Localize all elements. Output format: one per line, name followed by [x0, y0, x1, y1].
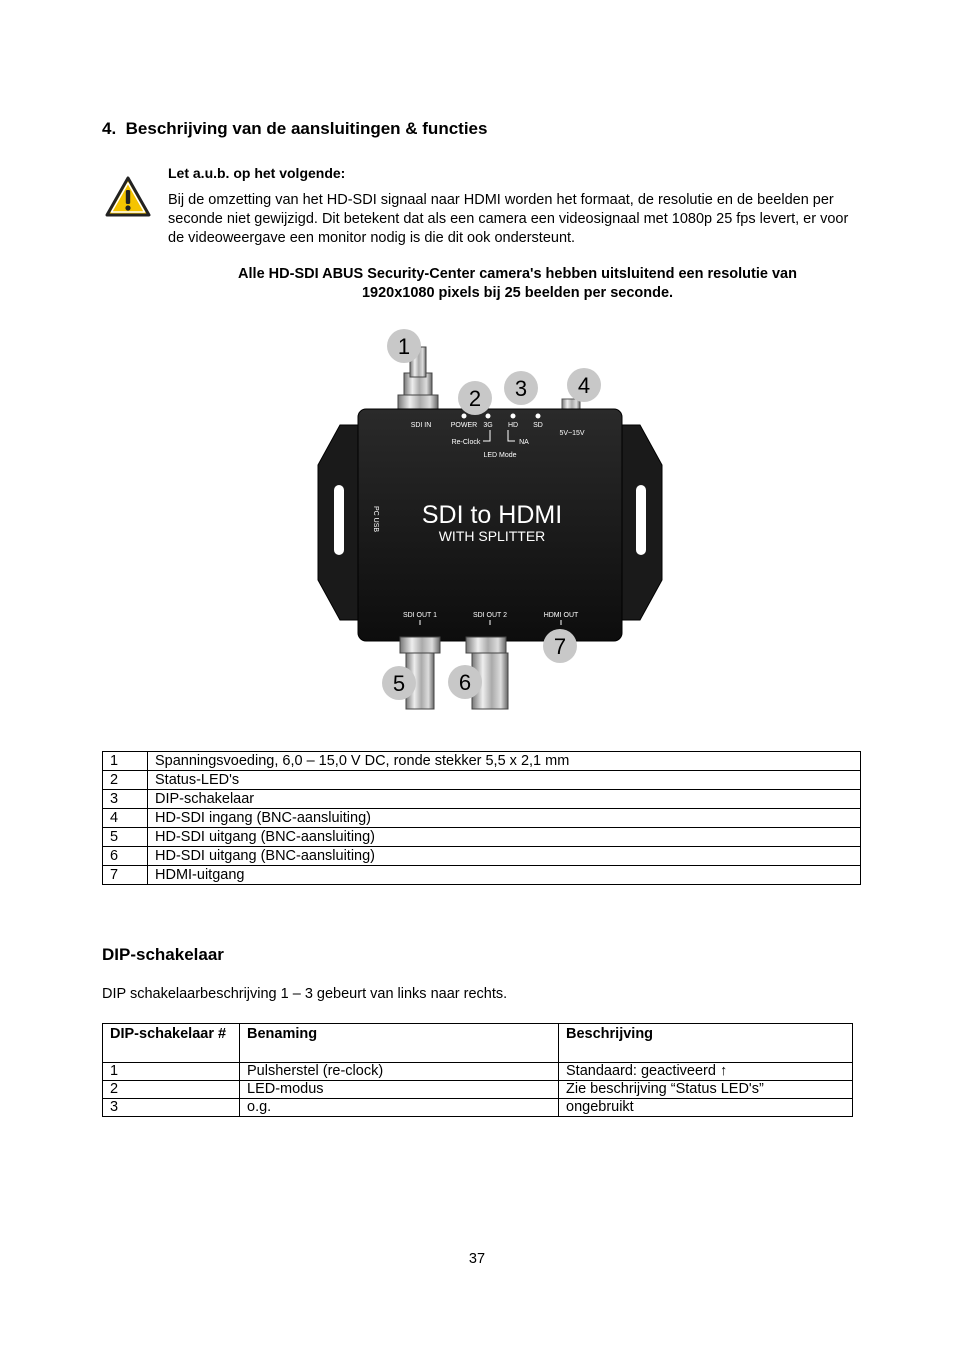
dip-col-header: Benaming: [240, 1024, 559, 1063]
table-row: [103, 809, 861, 828]
connection-description: Spanningsvoeding, 6,0 – 15,0 V DC, ronde stekker 5,5 x 2,1 mm: [148, 752, 861, 771]
connection-description: HD-SDI uitgang (BNC-aansluiting): [148, 828, 861, 847]
label-sd: SD: [533, 422, 543, 429]
callout-1-label: 1: [397, 334, 411, 359]
label-hd: HD: [507, 422, 519, 429]
table-row: [103, 828, 861, 847]
connection-description: HD-SDI ingang (BNC-aansluiting): [148, 809, 861, 828]
table-row: [103, 752, 861, 771]
table-row: [103, 790, 861, 809]
label-sdi-in: SDI IN: [410, 422, 432, 429]
connection-number: 3: [103, 790, 148, 809]
connections-table: [102, 751, 861, 885]
callout-4-label: 4: [577, 373, 591, 398]
connection-description: DIP-schakelaar: [148, 790, 861, 809]
table-row: [103, 847, 861, 866]
callout-6-label: 6: [458, 670, 472, 695]
label-sdi-out-2: SDI OUT 2: [472, 612, 508, 619]
section-number: 4.: [102, 119, 117, 138]
table-row: [103, 1063, 853, 1081]
connection-number: 6: [103, 847, 148, 866]
dip-cell: Standaard: geactiveerd ↑: [559, 1063, 853, 1081]
dip-cell: 2: [103, 1081, 240, 1099]
device-illustration: [300, 325, 680, 715]
label-dc: 5V~15V: [559, 430, 585, 437]
dip-col-header: Beschrijving: [559, 1024, 853, 1063]
table-row: [103, 1099, 853, 1117]
table-row: [103, 1081, 853, 1099]
connection-number: 7: [103, 866, 148, 885]
label-power: POWER: [450, 422, 478, 429]
dip-cell: Pulsherstel (re-clock): [240, 1063, 559, 1081]
dip-cell: o.g.: [240, 1099, 559, 1117]
section-title: Beschrijving van de aansluitingen & functies: [125, 119, 488, 138]
warning-triangle-icon: [105, 176, 151, 218]
highlight-note: [160, 265, 875, 303]
dip-cell: ongebruikt: [559, 1099, 853, 1117]
highlight-line-1: Alle HD-SDI ABUS Security-Center camera's hebben uitsluitend een resolutie van: [238, 266, 797, 282]
table-row: [103, 771, 861, 790]
connection-number: 5: [103, 828, 148, 847]
callout-2-label: 2: [468, 386, 482, 411]
label-pcusb: PC USB: [372, 505, 379, 533]
label-hdmi-out: HDMI OUT: [543, 612, 579, 619]
note-title: Let a.u.b. op het volgende:: [168, 165, 346, 181]
note-body: Bij de omzetting van het HD-SDI signaal naar HDMI worden het formaat, de resolutie en de beelden per seconde niet gewijzigd. Dit betekent dat als een camera een videosignaal met 1080p 25 fps levert, er voor de videoweergave een monitor nodig is die dit ook ondersteunt.: [168, 192, 849, 246]
callout-7-label: 7: [553, 634, 567, 659]
label-3g: 3G: [483, 422, 493, 429]
highlight-line-2: 1920x1080 pixels bij 25 beelden per seconde.: [361, 285, 674, 301]
connection-description: HD-SDI uitgang (BNC-aansluiting): [148, 847, 861, 866]
dip-table-header: [103, 1024, 853, 1063]
dip-cell: Zie beschrijving “Status LED's”: [559, 1081, 853, 1099]
brand-title: SDI to HDMI: [421, 501, 563, 529]
connection-number: 2: [103, 771, 148, 790]
brand-subtitle: WITH SPLITTER: [438, 528, 546, 544]
dip-cell: 3: [103, 1099, 240, 1117]
dip-table: [102, 1023, 853, 1117]
connection-description: HDMI-uitgang: [148, 866, 861, 885]
callout-5-label: 5: [392, 671, 406, 696]
connection-description: Status-LED's: [148, 771, 861, 790]
dip-heading: DIP-schakelaar: [102, 945, 224, 964]
dip-cell: 1: [103, 1063, 240, 1081]
dip-description: DIP schakelaarbeschrijving 1 – 3 gebeurt van links naar rechts.: [102, 986, 508, 1002]
callout-3-label: 3: [514, 376, 528, 401]
label-led-mode: LED Mode: [483, 452, 517, 459]
label-sdi-out-1: SDI OUT 1: [402, 612, 438, 619]
label-na: NA: [519, 439, 529, 446]
dip-cell: LED-modus: [240, 1081, 559, 1099]
label-reclock: Re-Clock: [451, 439, 481, 446]
table-row: [103, 866, 861, 885]
section-heading: [102, 119, 487, 139]
dip-col-header: DIP-schakelaar #: [103, 1024, 240, 1063]
page-number: 37: [468, 1251, 486, 1267]
connection-number: 4: [103, 809, 148, 828]
connection-number: 1: [103, 752, 148, 771]
